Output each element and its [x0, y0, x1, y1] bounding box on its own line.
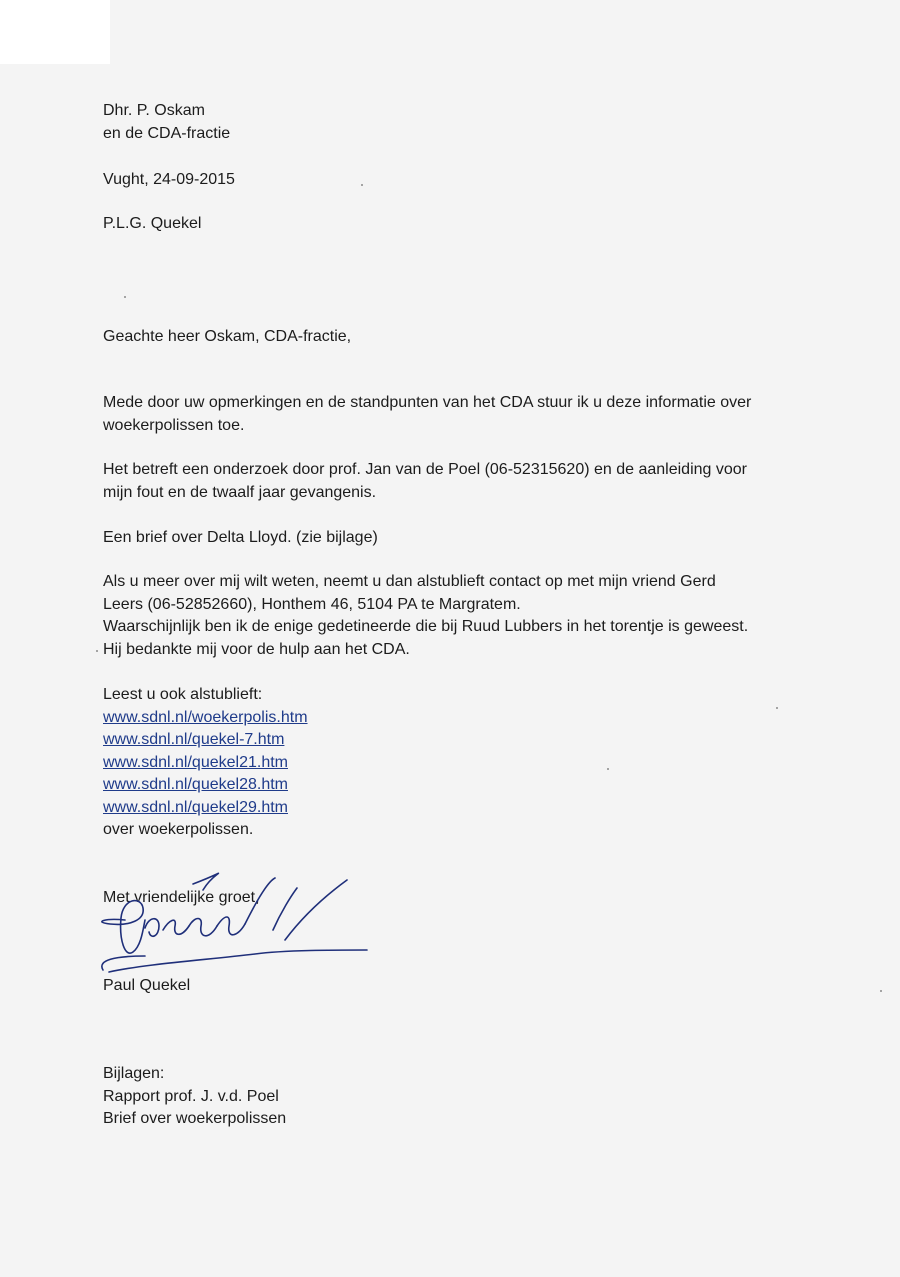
- signer-name: Paul Quekel: [103, 977, 191, 994]
- paragraph-4: [103, 571, 803, 661]
- attachment-item: Brief over woekerpolissen: [103, 1110, 287, 1127]
- scan-speck: [880, 990, 882, 992]
- attachment-item: Rapport prof. J. v.d. Poel: [103, 1087, 279, 1105]
- paragraph-line: Het betreft een onderzoek door prof. Jan van de Poel (06-52315620) en de aanleiding voor: [103, 461, 747, 478]
- scan-speck: [607, 768, 609, 770]
- reading-outro: over woekerpolissen.: [103, 821, 254, 838]
- paragraph-2: [103, 459, 803, 504]
- closing-text: Met vriendelijke groet,: [103, 889, 260, 906]
- paragraph-line: mijn fout en de twaalf jaar gevangenis.: [103, 483, 377, 501]
- paragraph-line: Een brief over Delta Lloyd. (zie bijlage): [103, 529, 378, 546]
- paragraph-line: Mede door uw opmerkingen en de standpunten van het CDA stuur ik u deze informatie over: [103, 394, 752, 411]
- handwritten-signature-icon: [85, 860, 385, 980]
- reading-list: [103, 684, 803, 842]
- attachments: [103, 1063, 803, 1131]
- link-quekel28[interactable]: www.sdnl.nl/quekel28.htm: [103, 776, 288, 793]
- place-date-text: Vught, 24-09-2015: [103, 171, 235, 188]
- scan-corner-blank: [0, 0, 110, 64]
- recipient-org: en de CDA-fractie: [103, 124, 231, 142]
- paragraph-line: Waarschijnlijk ben ik de enige gedetineerde die bij Ruud Lubbers in het torentje is geweest.: [103, 618, 749, 635]
- paragraph-3: [103, 527, 803, 550]
- sender-block: [103, 213, 803, 236]
- reading-intro: Leest u ook alstublieft:: [103, 686, 263, 703]
- link-quekel-7[interactable]: www.sdnl.nl/quekel-7.htm: [103, 731, 285, 748]
- link-woekerpolis[interactable]: www.sdnl.nl/woekerpolis.htm: [103, 708, 308, 726]
- recipient-name: Dhr. P. Oskam: [103, 102, 205, 119]
- salutation: [103, 326, 803, 349]
- place-date: [103, 169, 803, 192]
- link-quekel21[interactable]: www.sdnl.nl/quekel21.htm: [103, 753, 288, 771]
- scan-speck: [96, 650, 98, 652]
- paragraph-line: Leers (06-52852660), Honthem 46, 5104 PA te Margratem.: [103, 595, 521, 613]
- sender-name: P.L.G. Quekel: [103, 215, 202, 232]
- paragraph-line: woekerpolissen toe.: [103, 416, 245, 434]
- salutation-text: Geachte heer Oskam, CDA-fractie,: [103, 328, 352, 345]
- paragraph-line: Hij bedankte mij voor de hulp aan het CDA.: [103, 640, 410, 658]
- attachments-heading: Bijlagen:: [103, 1065, 165, 1082]
- scan-speck: [361, 184, 363, 186]
- paragraph-1: [103, 392, 803, 437]
- recipient-block: [103, 100, 803, 145]
- scan-speck: [124, 296, 126, 298]
- scan-speck: [776, 707, 778, 709]
- link-quekel29[interactable]: www.sdnl.nl/quekel29.htm: [103, 798, 288, 816]
- paragraph-line: Als u meer over mij wilt weten, neemt u dan alstublieft contact op met mijn vriend Gerd: [103, 573, 716, 590]
